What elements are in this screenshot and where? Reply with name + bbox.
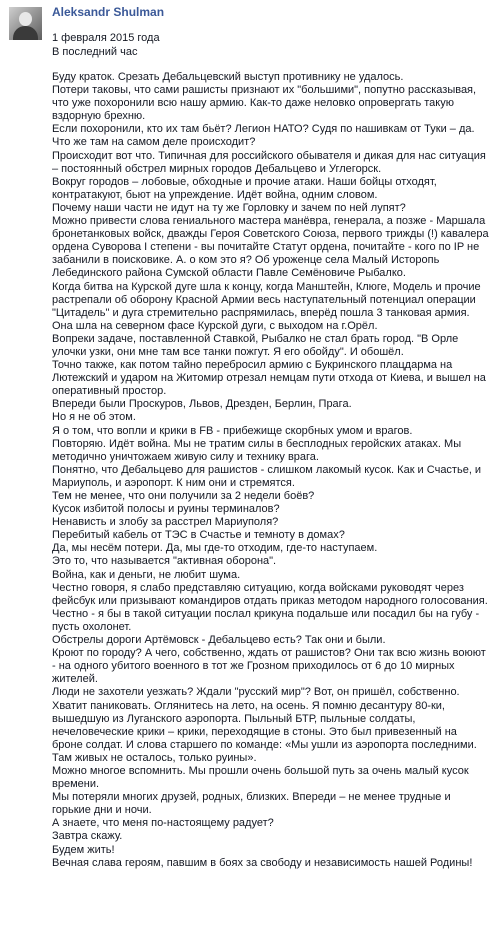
post-paragraph: Вопреки задаче, поставленной Ставкой, Рыбалко не стал брать город. "В Орле улочки узки, они мне там все танки пожгут. Я его обойду". И обошёл. — [52, 332, 459, 358]
post-meta — [52, 31, 160, 59]
post-paragraph: Вокруг городов – лобовые, обходные и прочие атаки. Наши бойцы отходят, контратакуют, бьют на упреждение. Идёт война, одним словом. — [52, 175, 437, 201]
post-paragraph: Обстрелы дороги Артёмовск - Дебальцево есть? Так они и были. — [52, 634, 386, 647]
post-paragraph: Вечная слава героям, павшим в боях за свободу и независимость нашей Родины! — [52, 856, 473, 869]
avatar[interactable] — [9, 7, 42, 40]
avatar-head-shape — [19, 12, 32, 26]
post-paragraph: Тем не менее, что они получили за 2 недели боёв? — [52, 490, 315, 502]
post-paragraph: Точно также, как потом тайно перебросил армию с Букринского плацдарма на Лютежский и ударом на Житомир отрезал немцам пути отхода от Киева, и вышел на оперативный простор. — [52, 359, 486, 398]
post-paragraph: Завтра скажу. — [52, 830, 123, 843]
post-paragraph: Да, мы несём потери. Да, мы где-то отходим, где-то наступаем. — [52, 542, 378, 555]
post-paragraph: Происходит вот что. Типичная для российского обывателя и дикая для нас ситуация – постоянный обстрел мирных городов Дебальцево и Углегорск. — [52, 149, 486, 175]
post-note: В последний час — [52, 46, 138, 58]
post-paragraph: Война, как и деньги, не любит шума. — [52, 568, 241, 581]
post-paragraph: Ненависть и злобу за расстрел Мариуполя? — [52, 516, 279, 529]
post-paragraph: Понятно, что Дебальцево для рашистов - слишком лакомый кусок. Как и Счастье, и Мариуполь, и аэропорт. К ним они и стремятся. — [52, 463, 482, 489]
post-paragraph: Когда битва на Курской дуге шла к концу, когда Манштейн, Клюге, Модель и прочие растрепали об оборону Красной Армии весь наступательный потенциал операции "Цитадель" и дуга стремительно распрямилась, вперёд пошла 3 танковая армия. Она шла на северном фасе Курской дуги, с выходом на г.Орёл. — [52, 280, 481, 332]
post-paragraph: Я о том, что вопли и крики в FB - прибежище скорбных умом и врагов. — [52, 424, 413, 437]
post-paragraph: Можно многое вспомнить. Мы прошли очень большой путь за очень малый кусок времени. — [52, 764, 469, 791]
post-paragraph: Потери таковы, что сами рашисты признают их "большими", попутно рассказывая, что уже похоронили всю нашу армию. Как-то даже неловко опровергать такую вздорную брехню. — [52, 84, 477, 123]
post-paragraph: Почему наши части не идут на ту же Горловку и зачем по ней лупят? — [52, 201, 406, 214]
post-paragraph: Это то, что называется "активная оборона". — [52, 555, 277, 568]
post-date: 1 февраля 2015 года — [52, 32, 160, 44]
post-paragraph: Люди не захотели уезжать? Ждали "русский мир"? Вот, он пришёл, собственно. — [52, 686, 460, 699]
post-paragraph: Буду краток. Срезать Дебальцевский выступ противнику не удалось. — [52, 71, 404, 83]
post-body — [52, 71, 489, 870]
post-paragraph: Мы потеряли многих друзей, родных, близких. Впереди – не менее трудные и горькие дни и ночи. — [52, 791, 451, 817]
post-paragraph: Если похоронили, кто их там бьёт? Легион НАТО? Судя по нашивкам от Туки – да. Что же там на самом деле происходит? — [52, 123, 475, 149]
avatar-body-shape — [13, 26, 38, 40]
post-paragraph: Кусок избитой полосы и руины терминалов? — [52, 503, 280, 516]
post-paragraph: Кроют по городу? А чего, собственно, ждать от рашистов? Они так всю жизнь воюют - на одного убитого военного в тот же Грозном приходилось от 6 до 10 мирных жителей. — [52, 647, 486, 686]
post-paragraph: Будем жить! — [52, 843, 115, 856]
post-paragraph: Можно привести слова гениального мастера манёвра, генерала, а позже - Маршала бронетанковых войск, дважды Героя Советского Союза, первого трижды (!) кавалера ордена Суворова I степени - вы почитайте Статут ордена, почитайте - кого по IP не забанили в поисковике. А. о ком это я? Об уроженце села Малый Исторопь Лебединского района Сумской области Павле Семёновиче Рыбалко. — [52, 215, 489, 280]
post-paragraph: Повторяю. Идёт война. Мы не тратим силы в бесплодных геройских атаках. Мы методично уничтожаем живую силу и технику врага. — [52, 437, 462, 463]
post-paragraph: Хватит паниковать. Оглянитесь на лето, на осень. Я помню десантуру 80-ки, вышедшую из Луганского аэропорта. Пыльный БТР, пыльные солдаты, нечеловеческие крики – крики, переходящие в стоны. Это был привезенный на броне солдат. И слова старшего по команде: «Мы ушли из аэропорта последними. Там живых не осталось, только руины». — [52, 699, 477, 764]
post-paragraph: Впереди были Проскуров, Львов, Дрезден, Берлин, Прага. — [52, 398, 352, 411]
post-paragraph: А знаете, что меня по-настоящему радует? — [52, 817, 274, 830]
post-paragraph: Честно говоря, я слабо представляю ситуацию, когда войсками руководят через фейсбук или призывают командиров отдать приказ методом народного голосования. Честно - я бы в такой ситуации послал крикуна подальше или посадил бы на губу - пусть охолонет. — [52, 581, 488, 633]
author-name-link[interactable]: Aleksandr Shulman — [52, 5, 165, 19]
post-paragraph: Перебитый кабель от ТЭС в Счастье и темноту в домах? — [52, 529, 345, 542]
post-paragraph: Но я не об этом. — [52, 411, 136, 424]
